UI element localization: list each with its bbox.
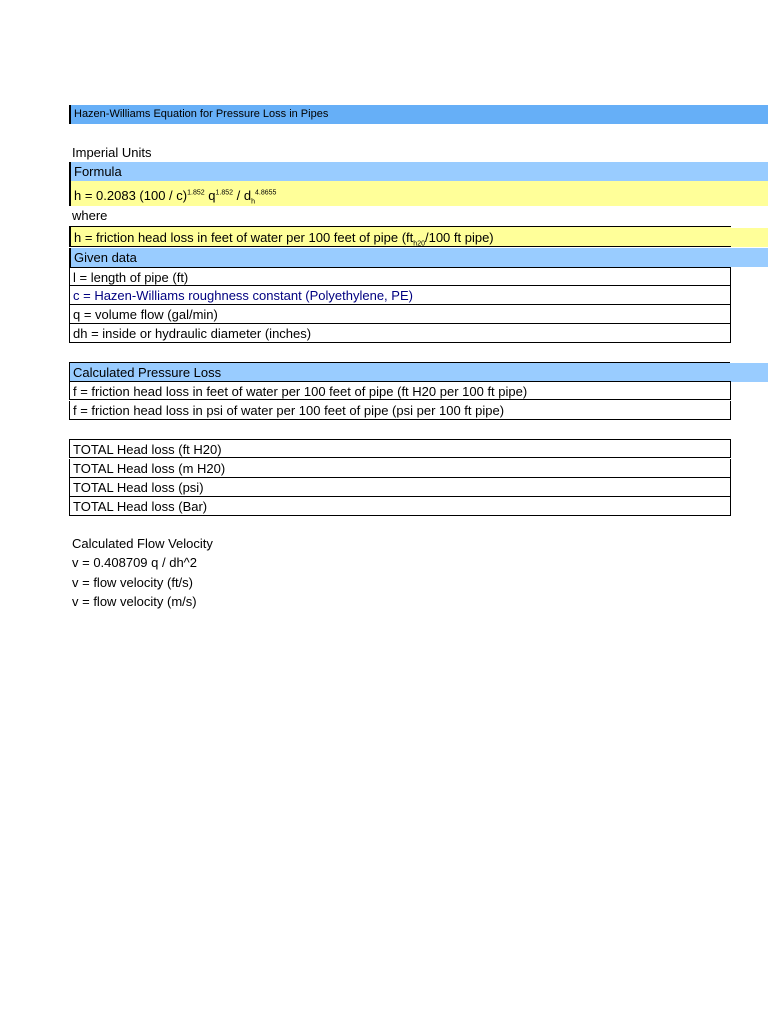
given-row [69,286,731,305]
given-row [69,267,731,286]
velocity-ft [69,573,193,592]
formula-q: q [204,188,216,203]
given-flow: q = volume flow (gal/min) [73,307,218,322]
h-definition [69,226,731,247]
velocity-header-text: Calculated Flow Velocity [72,536,213,551]
formula-header-text: Formula [74,164,122,179]
given-header-text: Given data [74,250,137,265]
units-text: Imperial Units [72,145,152,160]
given-diameter: dh = inside or hydraulic diameter (inches) [73,326,312,341]
calc-psi-loss: f = friction head loss in psi of water per 100 feet of pipe (psi per 100 ft pipe) [73,403,505,418]
formula-exp-q: 1.852 [215,189,234,197]
calc-header-text: Calculated Pressure Loss [73,365,222,380]
formula-exp-c: 1.852 [187,189,205,197]
given-roughness: c = Hazen-Williams roughness constant (Polyethylene, PE) [73,288,413,303]
formula-sub-h: h [251,198,255,206]
formula-d: / d [233,188,252,203]
calc-row [69,401,731,420]
where-label [69,206,107,225]
where-text: where [72,208,108,223]
velocity-m-text: v = flow velocity (m/s) [72,594,197,609]
given-row [69,324,731,343]
total-m-h20: TOTAL Head loss (m H20) [73,461,226,476]
formula-exp-d: 4.8655 [255,189,277,197]
velocity-formula [69,553,197,572]
h-def-suffix: /100 ft pipe) [424,230,494,245]
h-def-sub: h20 [413,240,425,248]
total-row [69,439,731,458]
calc-header [69,362,730,382]
sheet-title [69,105,768,124]
calc-ft-loss: f = friction head loss in feet of water per 100 feet of pipe (ft H20 per 100 ft pipe) [73,384,528,399]
velocity-formula-text: v = 0.408709 q / dh^2 [72,555,198,570]
total-ft-h20: TOTAL Head loss (ft H20) [73,442,222,457]
given-header [69,248,768,267]
velocity-header [69,534,213,553]
given-row [69,305,731,324]
h-def-prefix: h = friction head loss in feet of water per 100 feet of pipe (ft [74,230,414,245]
velocity-m [69,592,197,611]
formula-header [69,162,768,181]
units-label [69,143,151,162]
formula-prefix: h = 0.2083 (100 / c) [74,188,188,203]
total-row [69,459,731,478]
total-psi: TOTAL Head loss (psi) [73,480,204,495]
total-row [69,497,731,516]
calc-row [69,381,731,400]
calc-header-fill [729,363,768,382]
given-length: l = length of pipe (ft) [73,270,189,285]
sheet-title-text: Hazen-Williams Equation for Pressure Loss in Pipes [74,108,329,120]
total-row [69,478,731,497]
h-def-fill [729,228,768,247]
formula-row [69,181,768,206]
velocity-ft-text: v = flow velocity (ft/s) [72,575,193,590]
total-bar: TOTAL Head loss (Bar) [73,499,208,514]
